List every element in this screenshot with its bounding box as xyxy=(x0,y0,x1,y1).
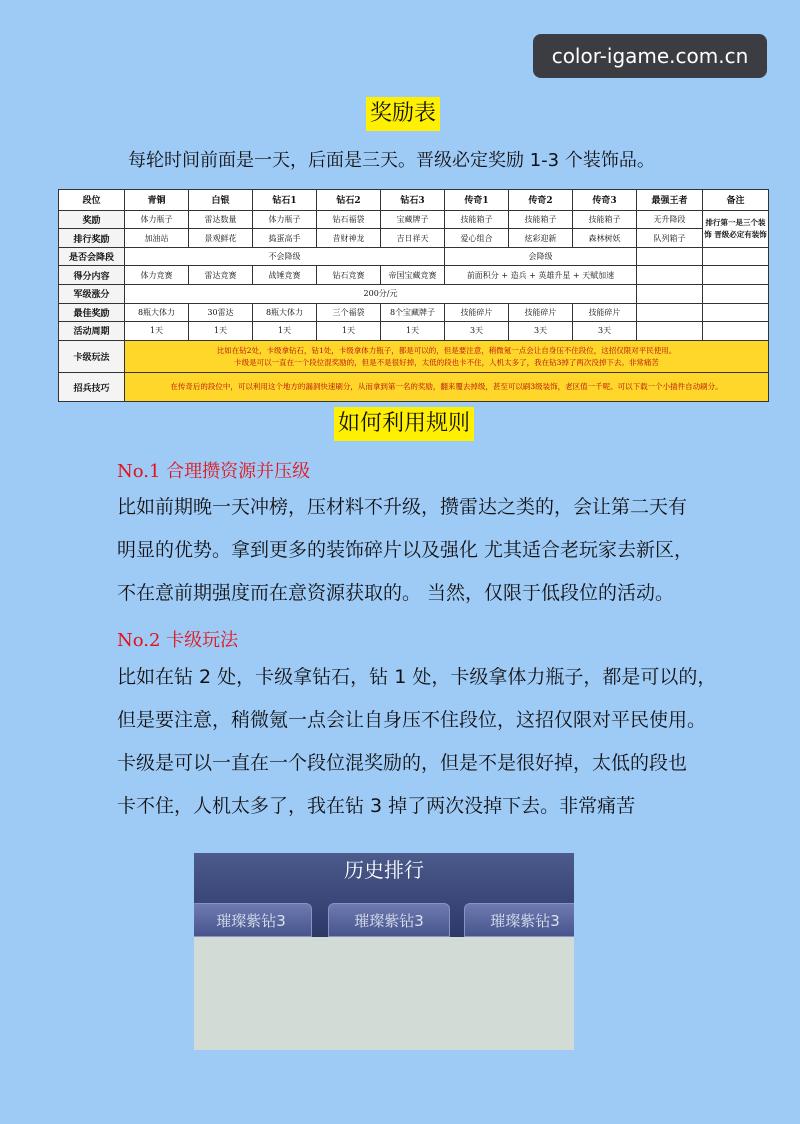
table-cell: 在传奇后的段位中，可以利用这个地方的漏洞快速刷分，从而拿到第一名的奖励，翻来覆去掉级，甚至可以刷3级装饰，老区值一千呢。可以下载一个小插件自动刷分。 xyxy=(125,373,769,402)
table-cell: 爱心组合 xyxy=(445,229,509,248)
table-cell: 前面积分 + 造兵 + 英雄升星 + 天赋加速 xyxy=(445,266,637,285)
row-label: 是否会降段 xyxy=(59,247,125,266)
table-header-cell: 传奇3 xyxy=(573,190,637,211)
section-title-rules: 如何利用规则 xyxy=(334,407,474,441)
table-cell xyxy=(703,266,769,285)
rewards-table xyxy=(58,189,769,402)
table-cell: 1天 xyxy=(189,322,253,341)
table-cell: 帝国宝藏竞赛 xyxy=(381,266,445,285)
table-header-cell: 传奇2 xyxy=(509,190,573,211)
table-cell: 钻石竞赛 xyxy=(317,266,381,285)
paragraph-line: 卡不住，人机太多了，我在钻 3 掉了两次没掉下去。非常痛苦 xyxy=(117,795,636,817)
table-cell xyxy=(703,247,769,266)
table-header-cell: 钻石1 xyxy=(253,190,317,211)
row-label: 最佳奖励 xyxy=(59,303,125,322)
row-label: 招兵技巧 xyxy=(59,373,125,402)
intro-text: 每轮时间前面是一天，后面是三天。晋级必定奖励 1-3 个装饰品。 xyxy=(128,150,655,171)
table-row xyxy=(59,303,769,322)
rank-tab: 璀璨紫钻3 xyxy=(464,903,574,937)
table-row xyxy=(59,247,769,266)
table-cell: 三个福袋 xyxy=(317,303,381,322)
table-cell: 宝藏牌子 xyxy=(381,210,445,229)
table-cell: 森林树妖 xyxy=(573,229,637,248)
section-title-rewards: 奖励表 xyxy=(366,97,440,131)
kaji-line: 卡级是可以一直在一个段位混奖励的，但是不是很好掉，太低的段也卡不住，人机太多了，我在钻3掉了两次没掉下去。非常痛苦 xyxy=(234,357,659,367)
table-header-cell: 传奇1 xyxy=(445,190,509,211)
paragraph-line: 比如前期晚一天冲榜，压材料不升级，攒雷达之类的，会让第二天有 xyxy=(117,496,688,518)
note-cell: 排行第一是三个装饰 晋级必定有装饰 xyxy=(703,210,769,247)
paragraph xyxy=(117,656,716,828)
table-cell: 雷达数量 xyxy=(189,210,253,229)
table-cell: 技能箱子 xyxy=(509,210,573,229)
subheading: No.1 合理攒资源并压级 xyxy=(117,461,311,482)
kaji-line: 比如在钻2处，卡级拿钻石，钻1处，卡级拿体力瓶子，都是可以的，但是要注意，稍微氪一点会让自身压不住段位，这招仅限对平民使用。 xyxy=(216,345,677,355)
subheading: No.2 卡级玩法 xyxy=(117,630,239,651)
table-cell: 昔财神龙 xyxy=(317,229,381,248)
row-label: 奖励 xyxy=(59,210,125,229)
row-label: 得分内容 xyxy=(59,266,125,285)
game-title: 历史排行 xyxy=(344,858,424,882)
table-cell: 加油站 xyxy=(125,229,189,248)
table-cell: 8个宝藏牌子 xyxy=(381,303,445,322)
table-header-cell: 钻石3 xyxy=(381,190,445,211)
table-cell: 雷达竞赛 xyxy=(189,266,253,285)
row-label: 军级涨分 xyxy=(59,285,125,304)
table-cell: 3天 xyxy=(573,322,637,341)
table-header-cell: 备注 xyxy=(703,190,769,211)
table-cell xyxy=(703,285,769,304)
table-row xyxy=(59,229,769,248)
table-cell: 体力瓶子 xyxy=(253,210,317,229)
table-cell: 3天 xyxy=(509,322,573,341)
table-cell xyxy=(703,322,769,341)
table-cell: 会降级 xyxy=(445,247,637,266)
table-cell xyxy=(637,322,703,341)
table-cell: 吉日祥天 xyxy=(381,229,445,248)
row-label: 活动周期 xyxy=(59,322,125,341)
paragraph-line: 卡级是可以一直在一个段位混奖励的，但是不是很好掉，太低的段也 xyxy=(117,752,688,774)
paragraph-line: 但是要注意，稍微氪一点会让自身压不住段位，这招仅限对平民使用。 xyxy=(117,709,707,731)
table-cell: 技能碎片 xyxy=(573,303,637,322)
table-cell: 技能碎片 xyxy=(445,303,509,322)
row-label: 卡级玩法 xyxy=(59,340,125,373)
rank-tab: 璀璨紫钻3 xyxy=(328,903,450,937)
table-cell xyxy=(637,285,703,304)
table-row xyxy=(59,322,769,341)
table-cell: 景观鲜花 xyxy=(189,229,253,248)
watermark: color-igame.com.cn xyxy=(533,34,767,78)
table-cell: 钻石福袋 xyxy=(317,210,381,229)
table-header-cell: 青铜 xyxy=(125,190,189,211)
table-cell: 1天 xyxy=(253,322,317,341)
table-cell: 1天 xyxy=(317,322,381,341)
table-row xyxy=(59,285,769,304)
table-cell xyxy=(637,266,703,285)
table-header-cell: 白银 xyxy=(189,190,253,211)
game-screenshot xyxy=(194,853,574,1050)
table-cell: 3天 xyxy=(445,322,509,341)
table-cell: 体力瓶子 xyxy=(125,210,189,229)
table-cell: 体力竞赛 xyxy=(125,266,189,285)
row-label: 排行奖励 xyxy=(59,229,125,248)
table-row xyxy=(59,266,769,285)
table-row xyxy=(59,340,769,373)
paragraph-line: 明显的优势。拿到更多的装饰碎片以及强化 尤其适合老玩家去新区， xyxy=(117,539,694,561)
table-cell: 30雷达 xyxy=(189,303,253,322)
table-cell: 1天 xyxy=(381,322,445,341)
table-cell: 200分/元 xyxy=(125,285,637,304)
table-cell: 炫彩迎新 xyxy=(509,229,573,248)
table-cell xyxy=(637,303,703,322)
table-header-cell: 钻石2 xyxy=(317,190,381,211)
table-cell: 不会降级 xyxy=(125,247,445,266)
table-cell: 8瓶大体力 xyxy=(253,303,317,322)
rank-tab: 璀璨紫钻3 xyxy=(194,903,312,937)
table-cell: 技能箱子 xyxy=(573,210,637,229)
paragraph-line: 不在意前期强度而在意资源获取的。 当然，仅限于低段位的活动。 xyxy=(117,582,675,604)
table-row xyxy=(59,373,769,402)
table-cell xyxy=(125,340,769,373)
table-header-cell: 最强王者 xyxy=(637,190,703,211)
table-cell: 8瓶大体力 xyxy=(125,303,189,322)
table-row xyxy=(59,210,769,229)
paragraph-line: 比如在钻 2 处，卡级拿钻石，钻 1 处，卡级拿体力瓶子，都是可以的， xyxy=(117,666,717,688)
table-cell: 技能碎片 xyxy=(509,303,573,322)
game-header xyxy=(194,853,574,937)
table-cell: 战锤竞赛 xyxy=(253,266,317,285)
table-cell: 无升降段 xyxy=(637,210,703,229)
table-cell: 1天 xyxy=(125,322,189,341)
table-cell: 捣蛋高手 xyxy=(253,229,317,248)
table-header-row xyxy=(59,190,769,211)
paragraph xyxy=(117,486,693,615)
table-cell: 队列箱子 xyxy=(637,229,703,248)
table-header-cell: 段位 xyxy=(59,190,125,211)
table-cell: 技能箱子 xyxy=(445,210,509,229)
table-cell xyxy=(703,303,769,322)
table-cell xyxy=(637,247,703,266)
